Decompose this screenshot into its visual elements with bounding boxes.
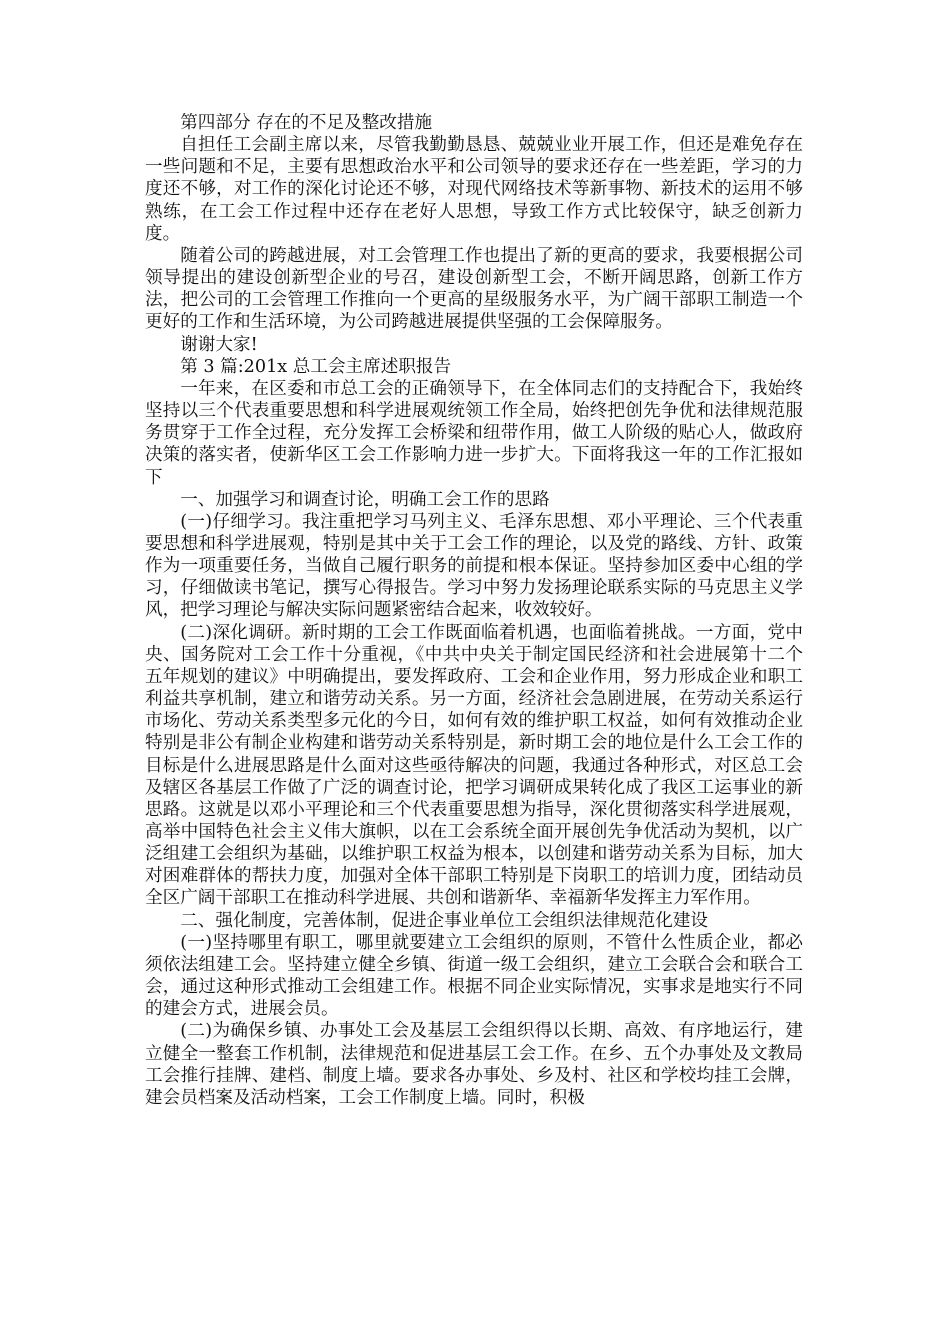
body-paragraph: 一年来，在区委和市总工会的正确领导下，在全体同志们的支持配合下，我始终坚持以三个代表重要思想和科学进展观统领工作全局，始终把创先争优和法律规范服务贯穿于工作全过程，充分发挥工会桥梁和纽带作用，做工人阶级的贴心人，做政府决策的落实者，使新华区工会工作影响力进一步扩大。下面将我这一年的工作汇报如下 [145,378,803,488]
section-heading: 一、加强学习和调查讨论，明确工会工作的思路 [180,489,550,510]
document-page [145,112,803,1109]
section-heading: 二、强化制度，完善体制，促进企事业单位工会组织法律规范化建设 [180,910,709,931]
body-paragraph: 随着公司的跨越进展，对工会管理工作也提出了新的更高的要求，我要根据公司领导提出的建设创新型企业的号召，建设创新型工会，不断开阔思路，创新工作方法，把公司的工会管理工作推向一个更高的星级服务水平，为广阔干部职工制造一个更好的工作和生活环境，为公司跨越进展提供坚强的工会保障服务。 [145,245,803,333]
closing-line: 谢谢大家! [180,334,258,355]
body-paragraph: (二)为确保乡镇、办事处工会及基层工会组织得以长期、高效、有序地运行，建立健全一整套工作机制，法律规范和促进基层工会工作。在乡、五个办事处及文教局工会推行挂牌、建档、制度上墙。要求各办事处、乡及村、社区和学校均挂工会牌，建会员档案及活动档案，工会工作制度上墙。同时，积极 [145,1021,803,1108]
body-paragraph: (二)深化调研。新时期的工会工作既面临着机遇，也面临着挑战。一方面，党中央、国务院对工会工作十分重视，《中共中央关于制定国民经济和社会进展第十二个五年规划的建议》中明确提出，要发挥政府、工会和企业作用，努力形成企业和职工利益共享机制，建立和谐劳动关系。另一方面，经济社会急剧进展，在劳动关系运行市场化、劳动关系类型多元化的今日，如何有效的维护职工权益，如何有效推动企业特别是非公有制企业构建和谐劳动关系特别是，新时期工会的地位是什么工会工作的目标是什么进展思路是什么面对这些亟待解决的问题，我通过各种形式，对区总工会及辖区各基层工作做了广泛的调查讨论，把学习调研成果转化成了我区工运事业的新思路。这就是以邓小平理论和三个代表重要思想为指导，深化贯彻落实科学进展观，高举中国特色社会主义伟大旗帜，以在工会系统全面开展创先争优活动为契机，以广泛组建工会组织为基础，以维护职工权益为根本，以创建和谐劳动关系为目标，加大对困难群体的帮扶力度，加强对全体干部职工特别是下岗职工的培训力度，团结动员全区广阔干部职工在推动科学进展、共创和谐新华、幸福新华发挥主力军作用。 [145,622,803,909]
article-title: 第 3 篇:201x 总工会主席述职报告 [180,356,452,377]
body-paragraph: 自担任工会副主席以来，尽管我勤勤恳恳、兢兢业业开展工作，但还是难免存在一些问题和不足，主要有思想政治水平和公司领导的要求还存在一些差距，学习的力度还不够，对工作的深化讨论还不够，对现代网络技术等新事物、新技术的运用不够熟练，在工会工作过程中还存在老好人思想，导致工作方式比较保守，缺乏创新力度。 [145,135,803,244]
body-paragraph: (一)仔细学习。我注重把学习马列主义、毛泽东思想、邓小平理论、三个代表重要思想和科学进展观，特别是其中关于工会工作的理论，以及党的路线、方针、政策作为一项重要任务，当做自己履行职务的前提和根本保证。坚持参加区委中心组的学习，仔细做读书笔记，撰写心得报告。学习中努力发扬理论联系实际的马克思主义学风，把学习理论与解决实际问题紧密结合起来，收效较好。 [145,511,803,621]
body-paragraph: (一)坚持哪里有职工，哪里就要建立工会组织的原则，不管什么性质企业，都必须依法组建工会。坚持建立健全乡镇、街道一级工会组织，建立工会联合会和联合工会，通过这种形式推动工会组建工作。根据不同企业实际情况，实事求是地实行不同的建会方式，进展会员。 [145,932,803,1020]
section-heading: 第四部分 存在的不足及整改措施 [180,113,433,133]
